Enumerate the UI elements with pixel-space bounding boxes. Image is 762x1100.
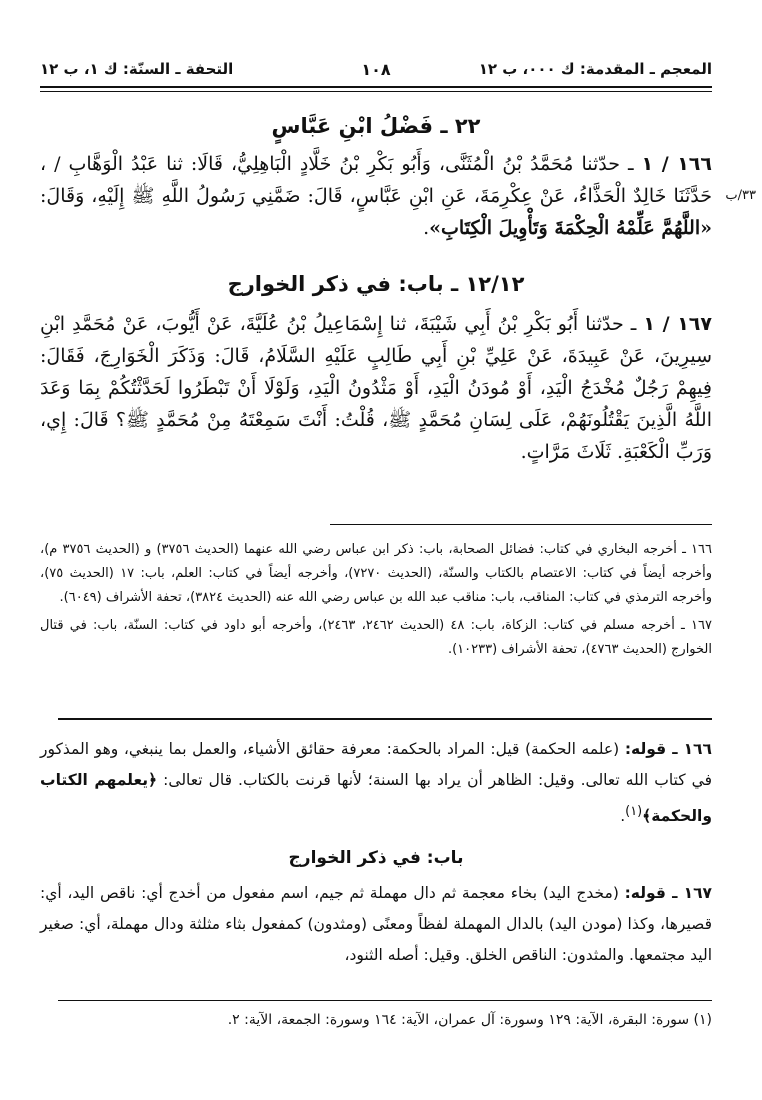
hadith-text: ـ حدّثنا أَبُو بَكْرِ بْنُ أَبِي شَيْبَةَ، ثنا إِسْمَاعِيلُ بْنُ عُلَيَّةَ، عَنْ أَيُّوبَ، عَنْ مُحَمَّدِ ابْنِ سِيرِينَ، عَنْ عَبِيدَةَ، عَنْ عَلِيِّ بْنِ أَبِي طَالِبٍ عَلَيْهِ السَّلَامُ، قَالَ: وَذَكَرَ الْخَوَارِجَ، فَقَالَ: فِيهِمْ رَجُلٌ مُخْدَجُ الْيَدِ، أَوْ مُودَنُ الْيَدِ، أَوْ مَثْدُونُ الْيَدِ، وَلَوْلَا أَنْ تَبْطَرُوا لَحَدَّثْتُكُمْ بِمَا وَعَدَ اللَّهُ الَّذِينَ يَقْتُلُونَهُمْ، عَلَى لِسَانِ مُحَمَّدٍ ﷺ، قُلْتُ: أَنْتَ سَمِعْتَهُ مِنْ مُحَمَّدٍ ﷺ؟ قَالَ: إِي، وَرَبِّ الْكَعْبَةِ. ثَلَاثَ مَرَّاتٍ.: [40, 313, 712, 463]
page-number: ١٠٨: [361, 60, 391, 79]
commentary-bab-heading: باب: في ذكر الخوارج: [288, 848, 464, 868]
running-header: [40, 60, 712, 86]
header-right-reference: المعجم ـ المقدمة: ك ٠٠٠، ب ١٢: [478, 60, 712, 78]
commentary-lead: ١٦٦ ـ قوله:: [624, 740, 712, 758]
commentary-lead: ١٦٧ ـ قوله:: [624, 884, 712, 902]
hadith-166: [40, 148, 712, 258]
commentary-167: [40, 878, 712, 978]
takhrij-note-167: ١٦٧ ـ أخرجه مسلم في كتاب: الزكاة، باب: ٤٨ (الحديث ٢٤٦٢، ٢٤٦٣)، وأخرجه أبو داود في كتاب: السنّة، باب: في قتال الخوارج (الحديث ٤٧٦٣)، تحفة الأشراف (١٠٢٣٣).: [40, 618, 712, 657]
bab-heading-khawarij: ١٢/١٢ ـ باب: في ذكر الخوارج: [227, 272, 525, 296]
header-rule: [40, 86, 712, 92]
commentary-text: (علمه الحكمة) قيل: المراد بالحكمة: معرفة حقائق الأشياء، والعمل بما ينبغي، وهو المذكور في كتاب الله تعالى. وقيل: الظاهر أن يراد بها السنة؛ لأنها قرنت بالكتاب. قال تعالى:: [40, 740, 712, 789]
hadith-number: ١٦٦ / ١: [641, 153, 712, 175]
hadith-quote: «اللَّهُمَّ عَلِّمْهُ الْحِكْمَةَ وَتَأْوِيلَ الْكِتَابِ»: [429, 217, 712, 239]
quran-verse: ﴿يعلمهم الكتاب والحكمة﴾: [40, 771, 712, 826]
hadith-text: ـ حدّثنا مُحَمَّدُ بْنُ الْمُثَنَّى، وَأَبُو بَكْرِ بْنُ خَلَّادٍ الْبَاهِلِيُّ، قَالَا: ثنا عَبْدُ الْوَهَّابِ / ، حَدَّثَنَا خَالِدٌ الْحَذَّاءُ، عَنْ عِكْرِمَةَ، عَنِ ابْنِ عَبَّاسٍ، قَالَ: ضَمَّنِي رَسُولُ اللَّهِ ﷺ إِلَيْهِ، وَقَالَ:: [40, 153, 712, 207]
footnote-ref: (١): [625, 804, 643, 819]
commentary-end: .: [620, 807, 626, 826]
hadith-end: .: [423, 217, 430, 239]
manuscript-folio-marker: ٣٣/ب: [725, 188, 756, 203]
takhrij-note-166: ١٦٦ ـ أخرجه البخاري في كتاب: فضائل الصحابة، باب: ذكر ابن عباس رضي الله عنهما (الحديث ٣٧٥٦) و (الحديث ٣٧٥٦ م)، وأخرجه أيضاً في كتاب: الاعتصام بالكتاب والسنّة، (الحديث ٧٢٧٠)، وأخرجه أيضاً في كتاب: العلم، باب: ١٧ (الحديث ٧٥)، وأخرجه الترمذي في كتاب: المناقب، باب: مناقب عبد الله بن عباس رضي الله عنه (الحديث ٣٨٢٤)، تحفة الأشراف (٦٠٤٩).: [40, 542, 712, 605]
commentary-text: (مخدج اليد) بخاء معجمة ثم دال مهملة ثم جيم، اسم مفعول من أخدج أي: ناقص اليد، أي: قصيرها، وكذا (مودن اليد) بالدال المهملة لفظاً ومعنًى (ومثدون) كمفعول بثاء مثلثة ودال مهملة، أي: صغير اليد مجتمعها. والمثدون: الناقص الخلق. وقيل: أصله الثنود،: [40, 884, 712, 964]
hadith-167: [40, 308, 712, 508]
takhrij-separator: [330, 524, 712, 525]
hadith-number: ١٦٧ / ١: [643, 313, 712, 335]
takhrij-notes: [40, 538, 712, 708]
header-left-reference: التحفة ـ السنّة: ك ١، ب ١٢: [40, 60, 234, 78]
commentary-separator: [58, 718, 712, 720]
commentary-166: [40, 734, 712, 834]
footnote-separator: [58, 1000, 712, 1001]
chapter-heading-22: ٢٢ ـ فَضْلُ ابْنِ عَبَّاسٍ: [271, 114, 481, 138]
footnote-1: (١) سورة: البقرة، الآية: ١٢٩ وسورة: آل عمران، الآية: ١٦٤ وسورة: الجمعة، الآية: ٢.: [227, 1012, 712, 1028]
